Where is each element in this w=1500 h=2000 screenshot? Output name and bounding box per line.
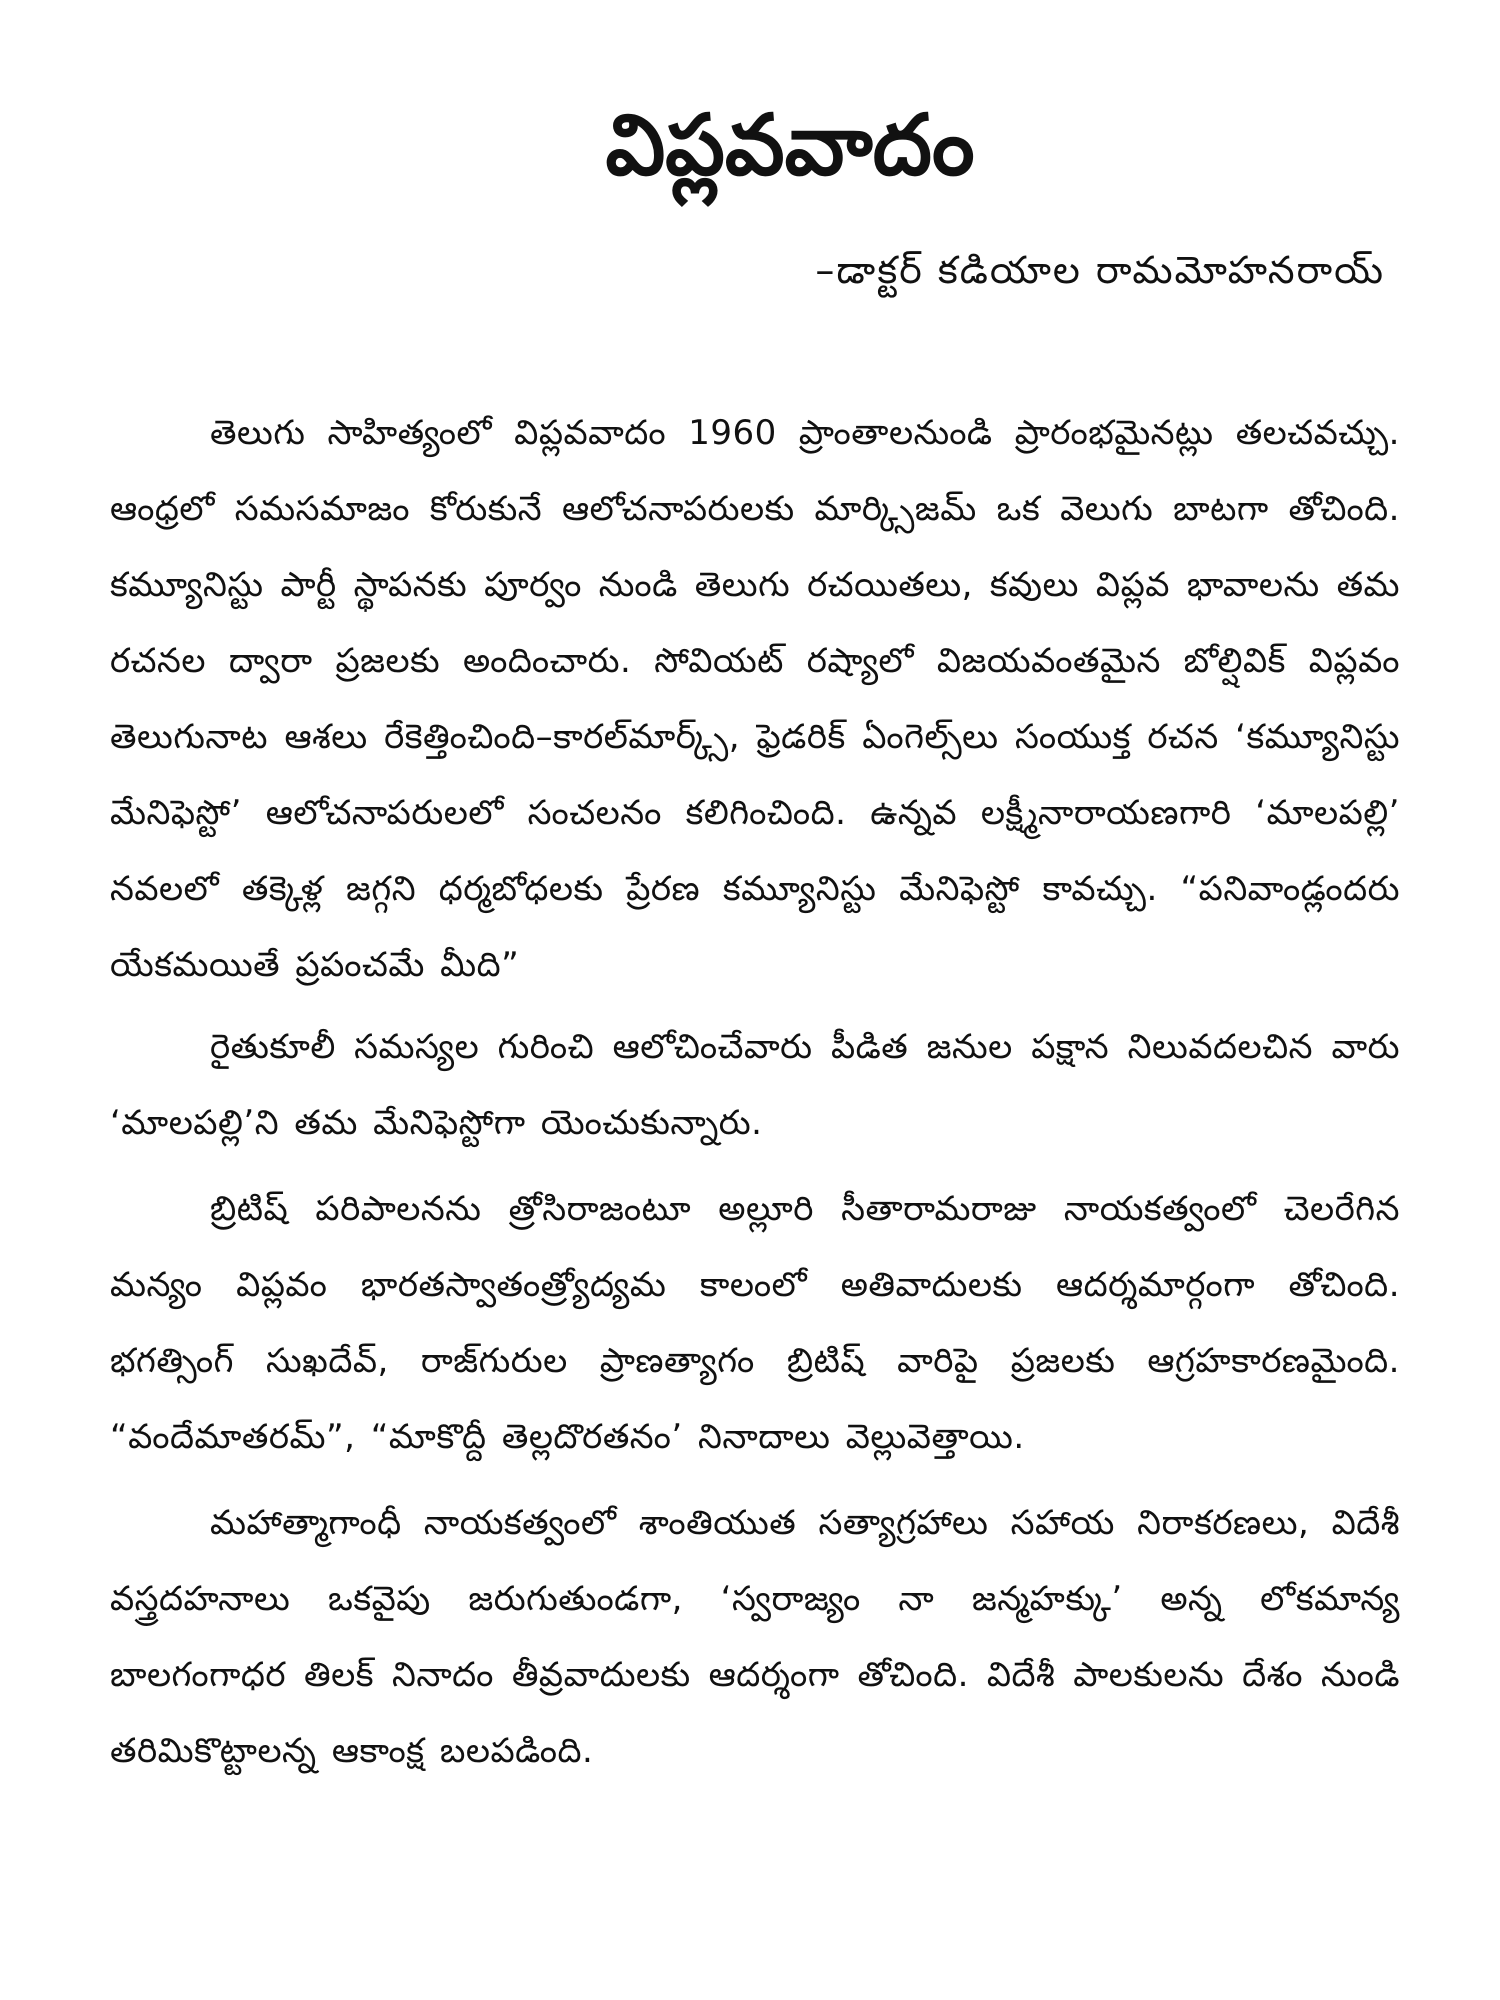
body-text bbox=[110, 395, 1400, 1795]
paragraph: తెలుగు సాహిత్యంలో విప్లవవాదం 1960 ప్రాంతాలనుండి ప్రారంభమైనట్లు తలచవచ్చు. ఆంధ్రలో సమసమాజం కోరుకునే ఆలోచనాపరులకు మార్క్సిజమ్ ఒక వెలుగు బాటగా తోచింది. కమ్యూనిస్టు పార్టీ స్థాపనకు పూర్వం నుండి తెలుగు రచయితలు, కవులు విప్లవ భావాలను తమ రచనల ద్వారా ప్రజలకు అందించారు. సోవియట్ రష్యాలో విజయవంతమైన బోల్షివిక్ విప్లవం తెలుగునాట ఆశలు రేకెత్తించింది–కారల్‌మార్క్స్, ఫ్రెడరిక్ ఏంగెల్స్‌లు సంయుక్త రచన ‘కమ్యూనిస్టు మేనిఫెస్టో’ ఆలోచనాపరులలో సంచలనం కలిగించింది. ఉన్నవ లక్ష్మీనారాయణగారి ‘మాలపల్లి’ నవలలో తక్కెళ్ల జగ్గని ధర్మబోధలకు ప్రేరణ కమ్యూనిస్టు మేనిఫెస్టో కావచ్చు. “పనివాండ్లందరు యేకమయితే ప్రపంచమే మీది” bbox=[110, 413, 1400, 985]
author-byline: –డాక్టర్ కడియాల రామమోహనరాయ్ bbox=[815, 248, 1385, 292]
document-title: విప్లవవాదం bbox=[605, 96, 975, 194]
paragraph: రైతుకూలీ సమస్యల గురించి ఆలోచించేవారు పీడిత జనుల పక్షాన నిలువదలచిన వారు ‘మాలపల్లి’ని తమ మేనిఫెస్టోగా యెంచుకున్నారు. bbox=[110, 1027, 1400, 1143]
paragraph: బ్రిటిష్ పరిపాలనను త్రోసిరాజంటూ అల్లూరి సీతారామరాజు నాయకత్వంలో చెలరేగిన మన్యం విప్లవం భారతస్వాతంత్ర్యోద్యమ కాలంలో అతివాదులకు ఆదర్శమార్గంగా తోచింది. భగత్సింగ్ సుఖదేవ్, రాజ్‌గురుల ప్రాణత్యాగం బ్రిటిష్ వారిపై ప్రజలకు ఆగ్రహకారణమైంది. “వందేమాతరమ్”, “మాకొద్దీ తెల్లదొరతనం’ నినాదాలు వెల్లువెత్తాయి. bbox=[110, 1189, 1400, 1457]
paragraph: మహాత్మాగాంధీ నాయకత్వంలో శాంతియుత సత్యాగ్రహాలు సహాయ నిరాకరణలు, విదేశీ వస్త్రదహనాలు ఒకవైపు జరుగుతుండగా, ‘స్వరాజ్యం నా జన్మహక్కు’ అన్న లోకమాన్య బాలగంగాధర తిలక్ నినాదం తీవ్రవాదులకు ఆదర్శంగా తోచింది. విదేశీ పాలకులను దేశం నుండి తరిమికొట్టాలన్న ఆకాంక్ష బలపడింది. bbox=[110, 1503, 1400, 1771]
